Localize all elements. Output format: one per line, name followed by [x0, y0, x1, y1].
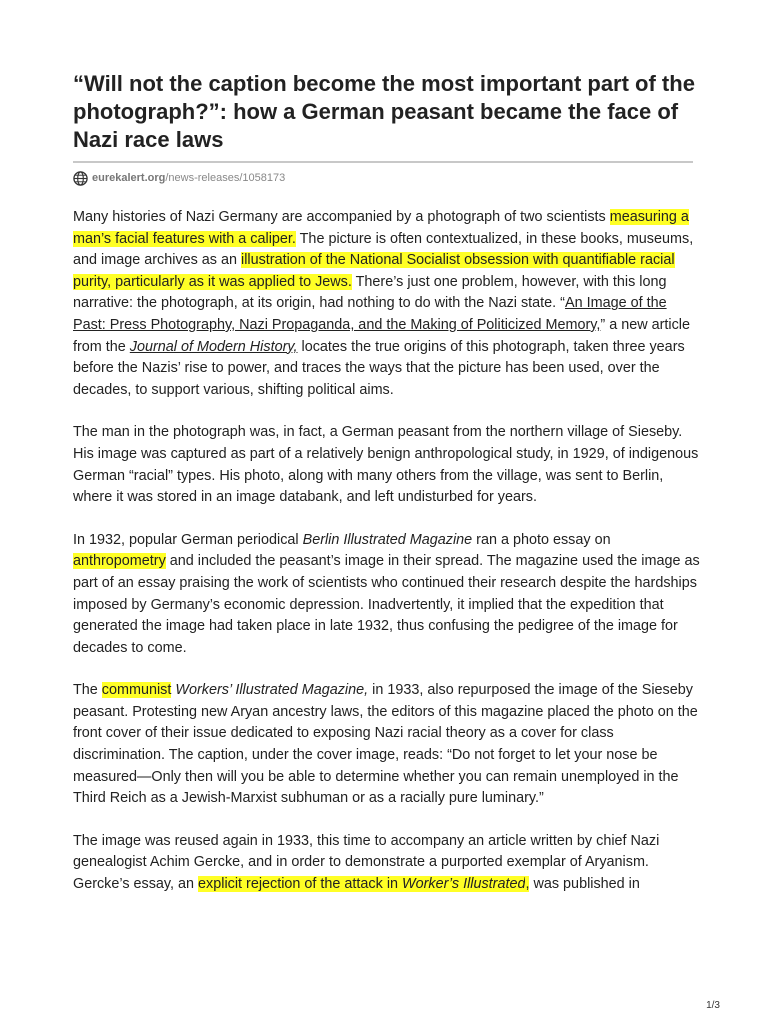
text-segment: The picture is often contextualized, in these books, museums, and image archives as an — [73, 230, 694, 269]
highlighted-text: communist — [101, 682, 172, 699]
paragraph — [73, 831, 703, 896]
text-segment: ” a new article from the — [73, 316, 690, 355]
text-segment: Berlin Illustrated Magazine — [302, 531, 473, 548]
linked-text[interactable]: Journal of Modern History, — [129, 338, 298, 355]
text-segment: in 1933, also repurposed the image of the Sieseby peasant. Protesting new Aryan ancestry laws, the editors of this magazine placed the photo on the front cover of their issue dedicated to exposing Nazi racial theory as a cover for class discrimination. The caption, under the cover image, reads: “Do not forget to let your nose be measured—Only then will you be able to determine whether you can remain unemployed in the Third Reich as a Jewish-Marxist subhuman or as a racially pure luminary.” — [73, 682, 698, 807]
text-segment: and included the peasant’s image in their spread. The magazine used the image as part of an essay praising the work of scientists who continued their research despite the hardships imposed by Germany’s economic depression. Inadvertently, it implied that the expedition that generated the image had taken place in late 1932, thus confusing the pedigree of the image for decades to come. — [73, 553, 700, 656]
title-divider — [73, 161, 693, 163]
globe-icon — [73, 171, 88, 186]
linked-text[interactable]: An Image of the Past: Press Photography, Nazi Propaganda, and the Making of Politicized Memory, — [73, 295, 667, 333]
highlighted-text: anthropometry — [73, 553, 166, 570]
source-path[interactable]: /news-releases/1058173 — [165, 172, 286, 184]
highlighted-text: explicit rejection of the attack in — [198, 876, 403, 893]
text-segment: ran a photo essay on — [472, 531, 611, 548]
text-segment: locates the true origins of this photograph, taken three years before the Nazis’ rise to power, and traces the ways that the picture has been used, over the decades, to support various, shifting political aims. — [73, 338, 685, 398]
highlighted-text: Worker’s Illustrated — [402, 876, 526, 893]
highlighted-text: measuring a man’s facial features with a caliper. — [73, 209, 689, 247]
highlighted-text: illustration of the National Socialist obsession with quantifiable racial purity, particularly as it was applied to Jews. — [73, 252, 675, 290]
text-segment: was published in — [529, 876, 640, 893]
text-segment: Workers’ Illustrated Magazine, — [175, 682, 369, 699]
text-segment: The man in the photograph was, in fact, a German peasant from the northern village of Sieseby. His image was captured as part of a relatively benign anthropological study, in 1929, of indigenous German “racial” types. His photo, along with many others from the village, was sent to Berlin, where it was stored in an image databank, and left undisturbed for years. — [73, 424, 699, 506]
paragraph — [73, 207, 703, 401]
article-title: “Will not the caption become the most important part of the photograph?”: how a German peasant became the face of Nazi race laws — [73, 71, 695, 152]
paragraph — [73, 680, 703, 810]
text-segment: The — [73, 682, 102, 699]
text-segment: In 1932, popular German periodical — [73, 531, 303, 548]
text-segment: The image was reused again in 1933, this time to accompany an article written by chief Nazi genealogist Achim Gercke, and in order to demonstrate a purported exemplar of Aryanism. Gercke’s essay, an — [73, 832, 660, 893]
page-indicator: 1/3 — [706, 1000, 720, 1011]
source-line[interactable] — [73, 169, 285, 187]
source-domain[interactable]: eurekalert.org — [92, 172, 166, 184]
text-segment: Many histories of Nazi Germany are accompanied by a photograph of two scientists — [73, 209, 610, 225]
highlighted-text: , — [525, 876, 530, 893]
text-segment: There’s just one problem, however, with this long narrative: the photograph, at its origin, had nothing to do with the Nazi state. “ — [73, 273, 667, 312]
article-body — [73, 207, 703, 917]
paragraph — [73, 530, 703, 660]
paragraph — [73, 422, 703, 508]
